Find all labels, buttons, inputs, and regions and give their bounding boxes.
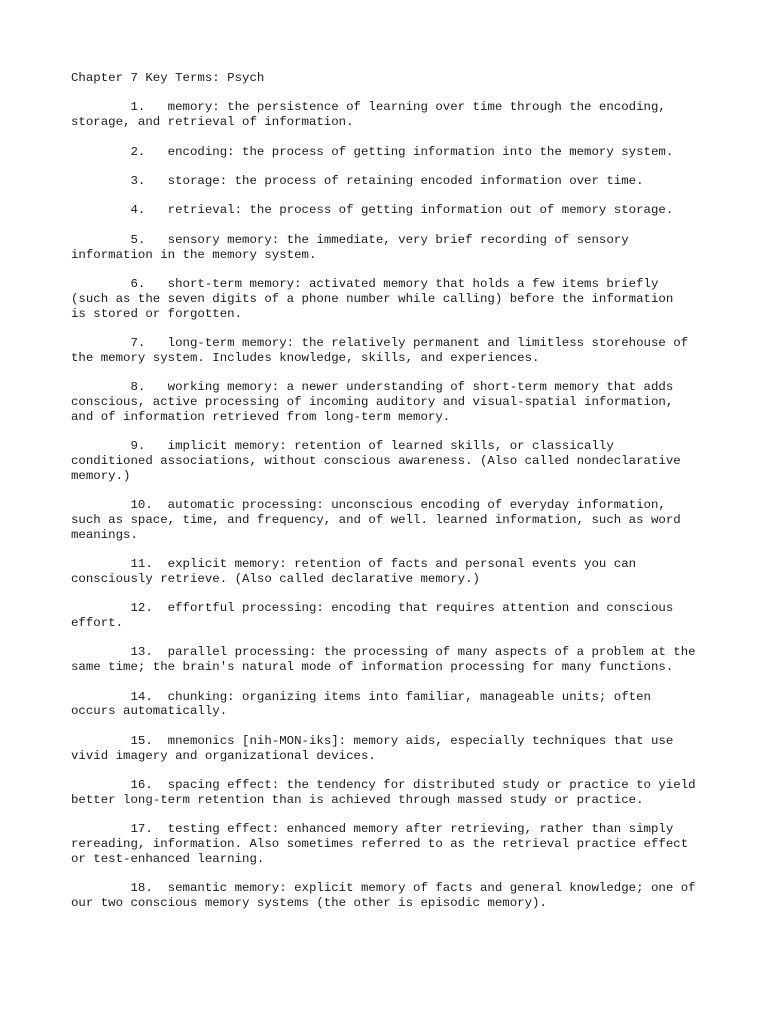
term-text-line: such as space, time, and frequency, and of well. learned information, such as word — [71, 512, 681, 527]
term-entry — [71, 498, 701, 542]
term-text-line: retrieval: the process of getting information out of memory storage. — [145, 203, 674, 218]
term-number: 15. — [71, 733, 153, 748]
term-text-line: automatic processing: unconscious encoding of everyday information, — [152, 498, 666, 513]
term-number: 12. — [71, 601, 153, 616]
term-text-line: conscious, active processing of incoming auditory and visual-spatial information, — [71, 394, 674, 409]
term-entry — [71, 203, 701, 218]
term-number: 11. — [71, 557, 153, 572]
term-number: 4. — [71, 203, 146, 218]
term-text-line: sensory memory: the immediate, very brief recording of sensory — [145, 232, 629, 247]
term-text-line: better long-term retention than is achieved through massed study or practice. — [71, 792, 644, 807]
term-text-line: testing effect: enhanced memory after retrieving, rather than simply — [152, 822, 674, 837]
term-number: 6. — [71, 276, 146, 291]
term-number: 8. — [71, 380, 146, 395]
term-entry — [71, 174, 701, 189]
term-text-line: and of information retrieved from long-term memory. — [71, 409, 451, 424]
term-text-line: explicit memory: retention of facts and personal events you can — [152, 557, 637, 572]
term-text-line: mnemonics [nih-MON-iks]: memory aids, especially techniques that use — [152, 733, 674, 748]
term-text-line: effortful processing: encoding that requires attention and conscious — [152, 601, 674, 616]
document-title: Chapter 7 Key Terms: Psych — [71, 71, 265, 85]
term-text-line: same time; the brain's natural mode of information processing for many functions. — [71, 660, 674, 675]
term-entry — [71, 100, 701, 130]
term-text-line: consciously retrieve. (Also called declarative memory.) — [71, 571, 480, 586]
term-number: 2. — [71, 144, 146, 159]
term-text-line: information in the memory system. — [71, 247, 317, 262]
term-entry — [71, 645, 701, 675]
term-text-line: implicit memory: retention of learned skills, or classically — [145, 439, 614, 454]
term-entry — [71, 690, 701, 720]
term-text-line: memory: the persistence of learning over time through the encoding, — [145, 100, 666, 115]
term-text-line: or test-enhanced learning. — [71, 851, 265, 866]
term-text-line: memory.) — [71, 468, 131, 483]
term-text-line: rereading, information. Also sometimes referred to as the retrieval practice effect — [71, 836, 689, 851]
term-entry — [71, 734, 701, 764]
term-entry — [71, 822, 701, 866]
term-text-line: occurs automatically. — [71, 704, 228, 719]
term-text-line: storage: the process of retaining encoded information over time. — [145, 173, 644, 188]
term-number: 9. — [71, 439, 146, 454]
term-number: 17. — [71, 822, 153, 837]
term-entry — [71, 145, 701, 160]
term-text-line: chunking: organizing items into familiar, manageable units; often — [152, 689, 651, 704]
term-entry — [71, 277, 701, 321]
term-entry — [71, 439, 701, 483]
term-text-line: our two conscious memory systems (the other is episodic memory). — [71, 895, 547, 910]
term-text-line: parallel processing: the processing of many aspects of a problem at the — [152, 645, 696, 660]
term-text-line: spacing effect: the tendency for distributed study or practice to yield — [152, 778, 696, 792]
document-page — [71, 71, 701, 925]
term-text-line: working memory: a newer understanding of short-term memory that adds — [145, 380, 674, 395]
term-text-line: (such as the seven digits of a phone number while calling) before the information — [71, 291, 674, 306]
term-text-line: effort. — [71, 616, 124, 631]
term-number: 1. — [71, 100, 146, 115]
term-entry — [71, 380, 701, 424]
term-text-line: is stored or forgotten. — [71, 306, 243, 321]
term-entry — [71, 336, 701, 366]
term-text-line: encoding: the process of getting information into the memory system. — [145, 144, 674, 159]
term-number: 10. — [71, 498, 153, 513]
term-entry — [71, 778, 701, 808]
term-number: 7. — [71, 335, 146, 350]
key-terms-list — [71, 100, 701, 910]
term-number: 5. — [71, 232, 146, 247]
term-text-line: vivid imagery and organizational devices. — [71, 748, 376, 763]
term-number: 14. — [71, 689, 153, 704]
term-entry — [71, 557, 701, 587]
term-text-line: meanings. — [71, 527, 138, 542]
term-number: 16. — [71, 778, 153, 792]
term-text-line: semantic memory: explicit memory of facts and general knowledge; one of — [152, 881, 696, 896]
term-text-line: the memory system. Includes knowledge, skills, and experiences. — [71, 350, 540, 365]
term-text-line: short-term memory: activated memory that holds a few items briefly — [145, 276, 659, 291]
term-text-line: conditioned associations, without conscious awareness. (Also called nondeclarative — [71, 453, 681, 468]
term-number: 18. — [71, 881, 153, 896]
term-entry — [71, 233, 701, 263]
term-number: 13. — [71, 645, 153, 660]
term-number: 3. — [71, 173, 146, 188]
term-entry — [71, 601, 701, 631]
term-entry — [71, 881, 701, 911]
term-text-line: long-term memory: the relatively permanent and limitless storehouse of — [145, 335, 689, 350]
term-text-line: storage, and retrieval of information. — [71, 115, 354, 130]
